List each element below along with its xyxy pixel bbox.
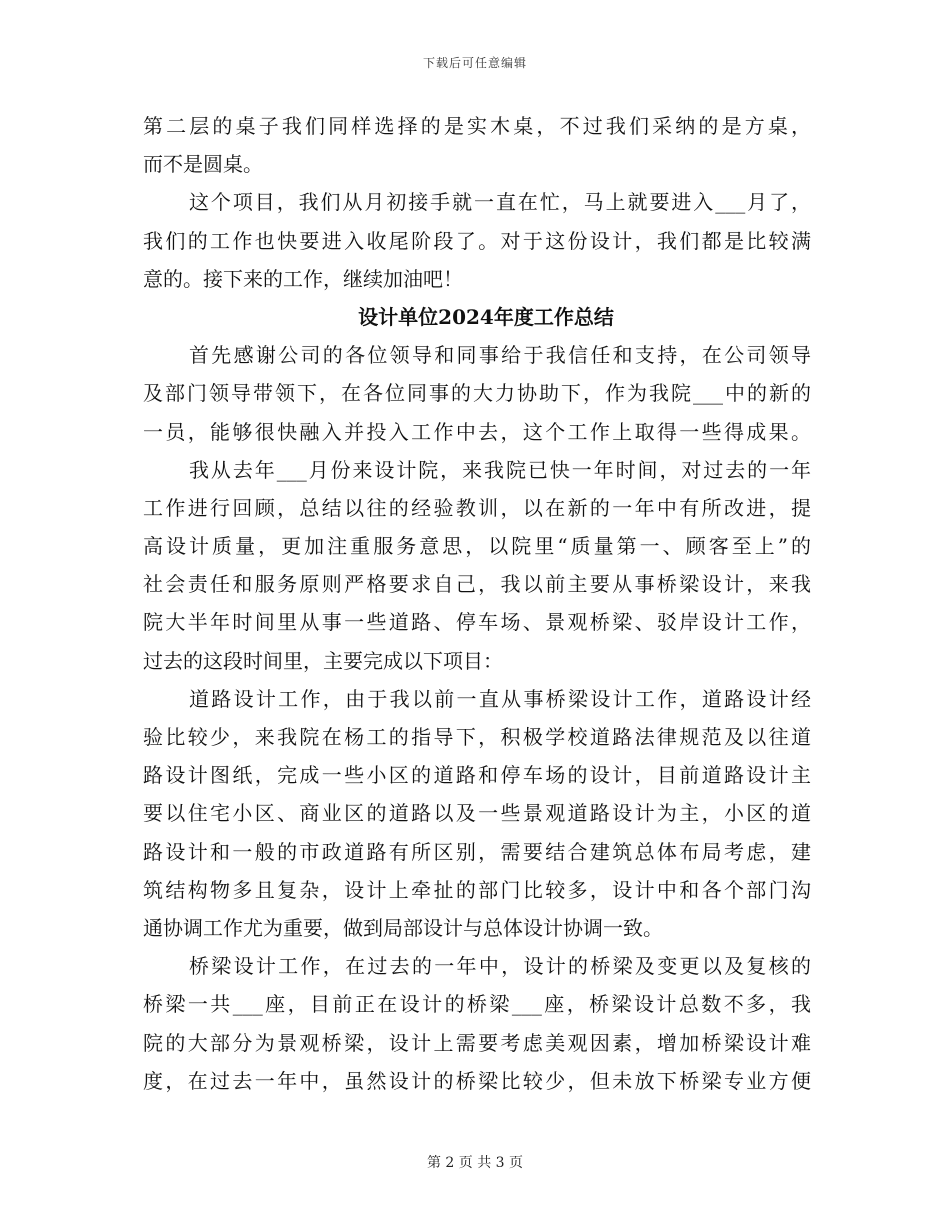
- paragraph-line: 要以住宅小区、商业区的道路以及一些景观道路设计为主，小区的道: [143, 801, 811, 826]
- paragraph-line: 路设计和一般的市政道路有所区别，需要结合建筑总体布局考虑，建: [143, 839, 811, 864]
- paragraph-line: 而不是圆桌。: [143, 152, 263, 177]
- paragraph-line: 过去的这段时间里，主要完成以下项目：: [143, 648, 503, 673]
- paragraph-line: 及部门领导带领下，在各位同事的大力协助下，作为我院___中的新的: [143, 381, 811, 406]
- paragraph-line: 我从去年___月份来设计院，来我院已快一年时间，对过去的一年: [189, 457, 811, 482]
- paragraph-line: 路设计图纸，完成一些小区的道路和停车场的设计，目前道路设计主: [143, 763, 811, 788]
- paragraph-line: 通协调工作尤为重要，做到局部设计与总体设计协调一致。: [143, 915, 663, 940]
- paragraph-line: 意的。接下来的工作，继续加油吧！: [143, 266, 463, 291]
- paragraph-line: 院的大部分为景观桥梁，设计上需要考虑美观因素，增加桥梁设计难: [143, 1030, 811, 1055]
- paragraph-line: 我们的工作也快要进入收尾阶段了。对于这份设计，我们都是比较满: [143, 228, 811, 253]
- page-header: 下载后可任意编辑: [422, 56, 527, 70]
- paragraph-line: 社会责任和服务原则严格要求自己，我以前主要从事桥梁设计，来我: [143, 572, 811, 597]
- paragraph-line: 度，在过去一年中，虽然设计的桥梁比较少，但未放下桥梁专业方便: [143, 1068, 811, 1093]
- paragraph-line: 院大半年时间里从事一些道路、停车场、景观桥梁、驳岸设计工作，: [143, 610, 811, 635]
- paragraph-line: 第二层的桌子我们同样选择的是实木桌，不过我们采纳的是方桌，: [143, 114, 811, 138]
- paragraph-line: 一员，能够很快融入并投入工作中去，这个工作上取得一些得成果。: [143, 419, 811, 444]
- paragraph-line: 道路设计工作，由于我以前一直从事桥梁设计工作，道路设计经: [189, 686, 811, 711]
- section-title: 设计单位2024年度工作总结: [358, 304, 614, 329]
- page-footer: 第 2 页 共 3 页: [426, 1155, 524, 1171]
- paragraph-line: 验比较少，来我院在杨工的指导下，积极学校道路法律规范及以往道: [143, 725, 811, 749]
- paragraph-line: 桥梁一共___座，目前正在设计的桥梁___座，桥梁设计总数不多，我: [143, 992, 811, 1017]
- paragraph-line: 筑结构物多且复杂，设计上牵扯的部门比较多，设计中和各个部门沟: [143, 877, 811, 902]
- paragraph-line: 工作进行回顾，总结以往的经验教训，以在新的一年中有所改进，提: [143, 495, 811, 520]
- document-body: [143, 107, 811, 1100]
- paragraph-line: 这个项目，我们从月初接手就一直在忙，马上就要进入___月了，: [189, 190, 811, 215]
- paragraph-line: 首先感谢公司的各位领导和同事给于我信任和支持，在公司领导: [189, 343, 811, 368]
- paragraph-line: 高设计质量，更加注重服务意思，以院里“质量第一、顾客至上”的: [143, 534, 811, 559]
- paragraph-line: 桥梁设计工作，在过去的一年中，设计的桥梁及变更以及复核的: [189, 954, 811, 979]
